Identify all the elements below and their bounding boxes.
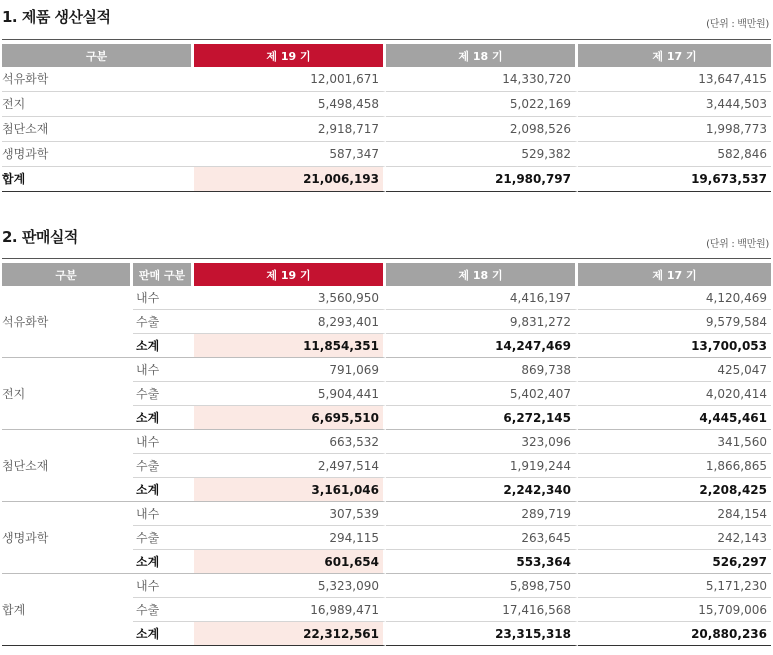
value-cell: 3,161,046 bbox=[194, 478, 386, 502]
value-cell: 20,880,236 bbox=[578, 622, 771, 646]
value-cell: 2,242,340 bbox=[386, 478, 578, 502]
value-cell: 17,416,568 bbox=[386, 598, 578, 622]
value-cell: 582,846 bbox=[578, 142, 771, 167]
header-category: 구분 bbox=[2, 44, 194, 67]
value-cell: 791,069 bbox=[194, 358, 386, 382]
value-cell: 263,645 bbox=[386, 526, 578, 550]
value-cell: 21,006,193 bbox=[194, 167, 386, 192]
value-cell: 6,695,510 bbox=[194, 406, 386, 430]
sales-type-label: 소계 bbox=[133, 406, 194, 430]
value-cell: 14,330,720 bbox=[386, 67, 578, 92]
table-row bbox=[2, 430, 771, 454]
value-cell: 284,154 bbox=[578, 502, 771, 526]
row-label: 생명과학 bbox=[2, 142, 194, 167]
divider bbox=[2, 39, 771, 40]
header-period-17: 제 17 기 bbox=[578, 263, 771, 286]
sales-type-label: 내수 bbox=[133, 358, 194, 382]
value-cell: 14,247,469 bbox=[386, 334, 578, 358]
value-cell: 19,673,537 bbox=[578, 167, 771, 192]
table-row bbox=[2, 142, 771, 167]
value-cell: 21,980,797 bbox=[386, 167, 578, 192]
value-cell: 869,738 bbox=[386, 358, 578, 382]
table-row bbox=[2, 92, 771, 117]
value-cell: 601,654 bbox=[194, 550, 386, 574]
row-label: 전지 bbox=[2, 92, 194, 117]
sales-title: 2. 판매실적 bbox=[2, 228, 78, 246]
value-cell: 8,293,401 bbox=[194, 310, 386, 334]
group-label: 석유화학 bbox=[2, 286, 133, 358]
production-title: 1. 제품 생산실적 bbox=[2, 8, 111, 26]
sales-type-label: 소계 bbox=[133, 550, 194, 574]
divider bbox=[2, 258, 771, 259]
header-period-18: 제 18 기 bbox=[386, 44, 578, 67]
sales-type-label: 수출 bbox=[133, 454, 194, 478]
value-cell: 4,445,461 bbox=[578, 406, 771, 430]
total-row bbox=[2, 167, 771, 192]
table-row bbox=[2, 574, 771, 598]
value-cell: 4,020,414 bbox=[578, 382, 771, 406]
value-cell: 5,498,458 bbox=[194, 92, 386, 117]
value-cell: 2,208,425 bbox=[578, 478, 771, 502]
value-cell: 307,539 bbox=[194, 502, 386, 526]
value-cell: 5,904,441 bbox=[194, 382, 386, 406]
value-cell: 15,709,006 bbox=[578, 598, 771, 622]
table-row bbox=[2, 117, 771, 142]
value-cell: 529,382 bbox=[386, 142, 578, 167]
value-cell: 2,918,717 bbox=[194, 117, 386, 142]
value-cell: 5,171,230 bbox=[578, 574, 771, 598]
sales-unit: (단위 : 백만원) bbox=[706, 239, 769, 250]
value-cell: 6,272,145 bbox=[386, 406, 578, 430]
header-sales-type: 판매 구분 bbox=[133, 263, 194, 286]
value-cell: 587,347 bbox=[194, 142, 386, 167]
table-row bbox=[2, 358, 771, 382]
value-cell: 22,312,561 bbox=[194, 622, 386, 646]
value-cell: 3,444,503 bbox=[578, 92, 771, 117]
sales-type-label: 내수 bbox=[133, 502, 194, 526]
value-cell: 4,416,197 bbox=[386, 286, 578, 310]
sales-type-label: 소계 bbox=[133, 334, 194, 358]
sales-type-label: 수출 bbox=[133, 310, 194, 334]
production-table bbox=[2, 44, 771, 192]
value-cell: 11,854,351 bbox=[194, 334, 386, 358]
group-label: 생명과학 bbox=[2, 502, 133, 574]
value-cell: 526,297 bbox=[578, 550, 771, 574]
sales-type-label: 소계 bbox=[133, 622, 194, 646]
table-row bbox=[2, 502, 771, 526]
production-unit: (단위 : 백만원) bbox=[706, 19, 769, 30]
row-label: 석유화학 bbox=[2, 67, 194, 92]
group-label: 합계 bbox=[2, 574, 133, 646]
group-label: 첨단소재 bbox=[2, 430, 133, 502]
sales-type-label: 내수 bbox=[133, 574, 194, 598]
header-period-17: 제 17 기 bbox=[578, 44, 771, 67]
value-cell: 13,700,053 bbox=[578, 334, 771, 358]
value-cell: 5,898,750 bbox=[386, 574, 578, 598]
header-category: 구분 bbox=[2, 263, 133, 286]
value-cell: 2,497,514 bbox=[194, 454, 386, 478]
value-cell: 12,001,671 bbox=[194, 67, 386, 92]
value-cell: 9,579,584 bbox=[578, 310, 771, 334]
header-period-18: 제 18 기 bbox=[386, 263, 578, 286]
value-cell: 16,989,471 bbox=[194, 598, 386, 622]
header-period-19: 제 19 기 bbox=[194, 263, 386, 286]
header-period-19: 제 19 기 bbox=[194, 44, 386, 67]
value-cell: 323,096 bbox=[386, 430, 578, 454]
value-cell: 9,831,272 bbox=[386, 310, 578, 334]
row-label: 첨단소재 bbox=[2, 117, 194, 142]
production-header-row bbox=[2, 44, 771, 67]
sales-table bbox=[2, 263, 771, 646]
sales-type-label: 내수 bbox=[133, 430, 194, 454]
value-cell: 425,047 bbox=[578, 358, 771, 382]
value-cell: 1,866,865 bbox=[578, 454, 771, 478]
value-cell: 4,120,469 bbox=[578, 286, 771, 310]
value-cell: 1,998,773 bbox=[578, 117, 771, 142]
value-cell: 294,115 bbox=[194, 526, 386, 550]
value-cell: 23,315,318 bbox=[386, 622, 578, 646]
sales-header-row bbox=[2, 263, 771, 286]
value-cell: 13,647,415 bbox=[578, 67, 771, 92]
value-cell: 663,532 bbox=[194, 430, 386, 454]
table-row bbox=[2, 67, 771, 92]
value-cell: 553,364 bbox=[386, 550, 578, 574]
value-cell: 5,402,407 bbox=[386, 382, 578, 406]
value-cell: 5,022,169 bbox=[386, 92, 578, 117]
value-cell: 2,098,526 bbox=[386, 117, 578, 142]
value-cell: 1,919,244 bbox=[386, 454, 578, 478]
table-row bbox=[2, 286, 771, 310]
sales-type-label: 소계 bbox=[133, 478, 194, 502]
group-label: 전지 bbox=[2, 358, 133, 430]
value-cell: 341,560 bbox=[578, 430, 771, 454]
value-cell: 289,719 bbox=[386, 502, 578, 526]
value-cell: 242,143 bbox=[578, 526, 771, 550]
sales-type-label: 내수 bbox=[133, 286, 194, 310]
sales-type-label: 수출 bbox=[133, 382, 194, 406]
value-cell: 5,323,090 bbox=[194, 574, 386, 598]
row-label: 합계 bbox=[2, 167, 194, 192]
sales-type-label: 수출 bbox=[133, 526, 194, 550]
value-cell: 3,560,950 bbox=[194, 286, 386, 310]
sales-type-label: 수출 bbox=[133, 598, 194, 622]
